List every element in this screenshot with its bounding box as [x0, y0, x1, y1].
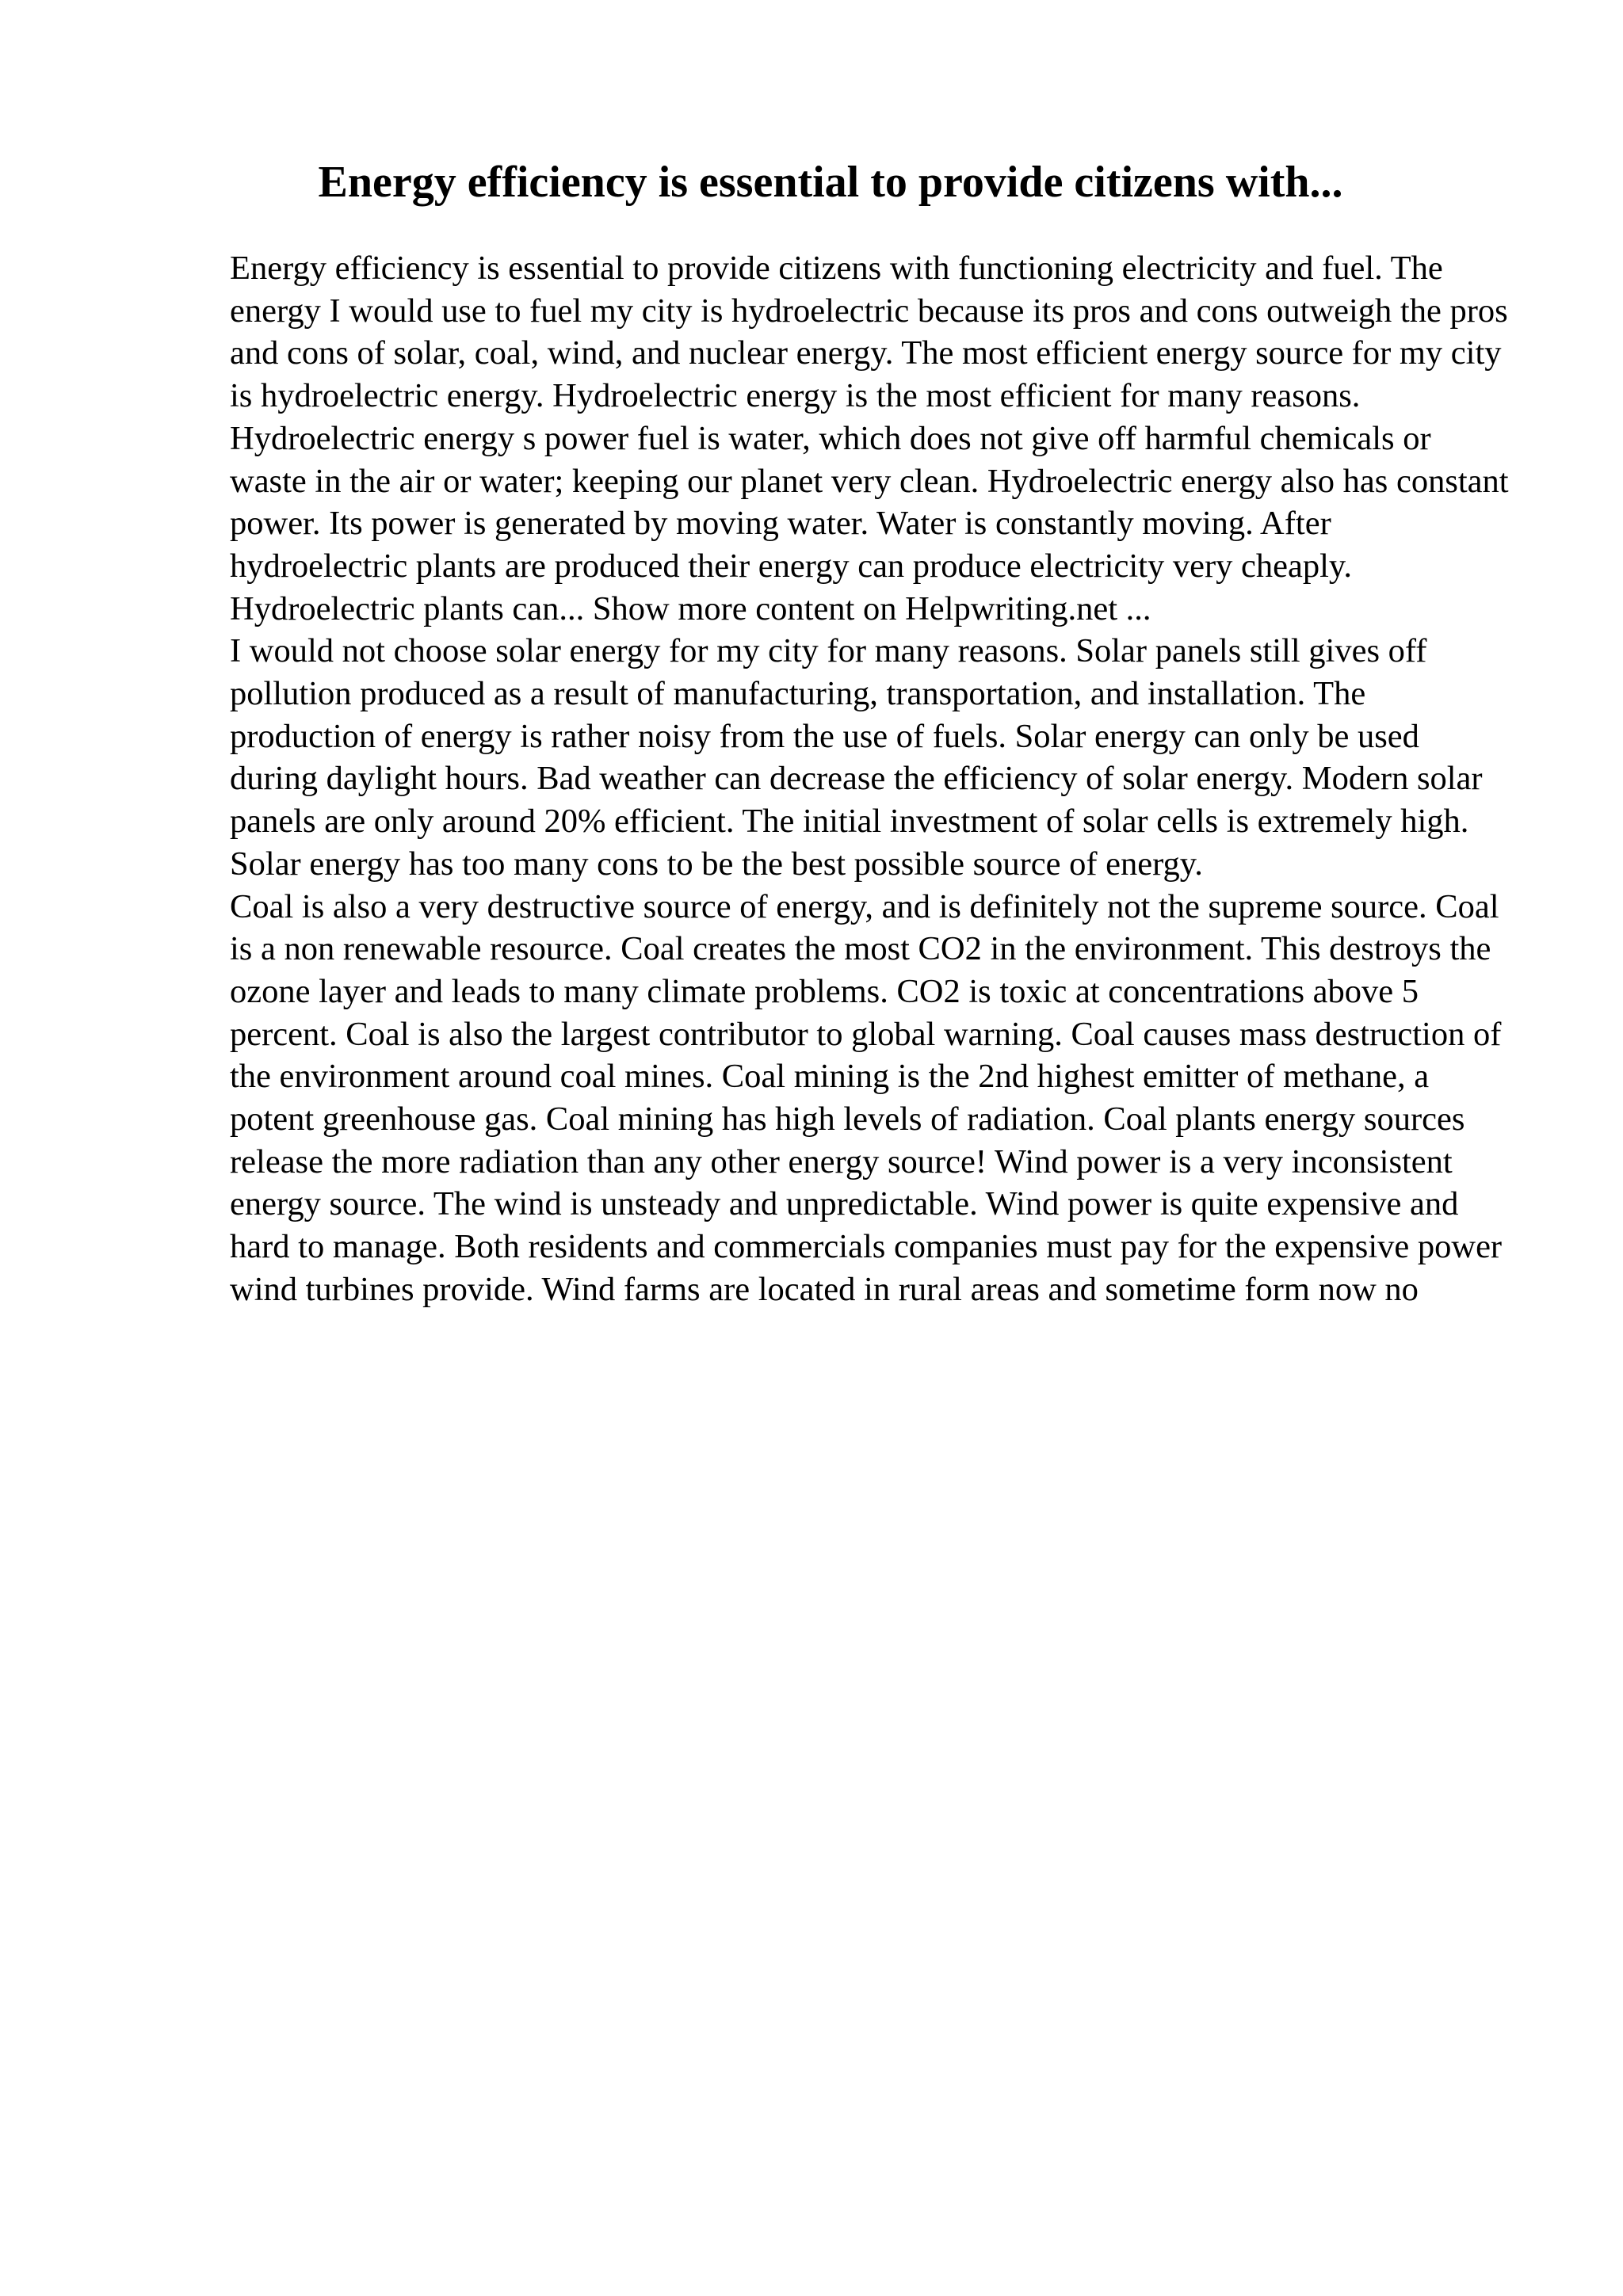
paragraph-hydroelectric: Energy efficiency is essential to provide citizens with functioning electricity and fuel. The energy I would use to fuel my city is hydroelectric because its pros and cons outweigh the pros and cons of solar, coal, wind, and nuclear energy. The most efficient energy source for my city is hydroelectric energy. Hydroelectric energy is the most efficient for many reasons. Hydroelectric energy s power fuel is water, which does not give off harmful chemicals or waste in the air or water; keeping our planet very clean. Hydroelectric energy also has constant power. Its power is generated by moving water. Water is constantly moving. After hydroelectric plants are produced their energy can produce electricity very cheaply. Hydroelectric plants can... Show more content on Helpwriting.net ...: [230, 250, 1509, 627]
paragraph-coal-wind: Coal is also a very destructive source of energy, and is definitely not the supreme source. Coal is a non renewable resource. Coal creates the most CO2 in the environment. This destroys the ozone layer and leads to many climate problems. CO2 is toxic at concentrations above 5 percent. Coal is also the largest contributor to global warning. Coal causes mass destruction of the environment around coal mines. Coal mining is the 2nd highest emitter of methane, a potent greenhouse gas. Coal mining has high levels of radiation. Coal plants energy sources release the more radiation than any other energy source! Wind power is a very inconsistent energy source. The wind is unsteady and unpredictable. Wind power is quite expensive and hard to manage. Both residents and commercials companies must pay for the expensive power wind turbines provide. Wind farms are located in rural areas and sometime form now no: [230, 887, 1503, 1308]
document-title: Energy efficiency is essential to provide citizens with...: [318, 158, 1343, 207]
paragraph-solar: I would not choose solar energy for my city for many reasons. Solar panels still gives off pollution produced as a result of manufacturing, transportation, and installation. The production of energy is rather noisy from the use of fuels. Solar energy can only be used during daylight hours. Bad weather can decrease the efficiency of solar energy. Modern solar panels are only around 20% efficient. The initial investment of solar cells is extremely high. Solar energy has too many cons to be the best possible source of energy.: [230, 632, 1483, 883]
document-body: [230, 247, 1514, 1311]
